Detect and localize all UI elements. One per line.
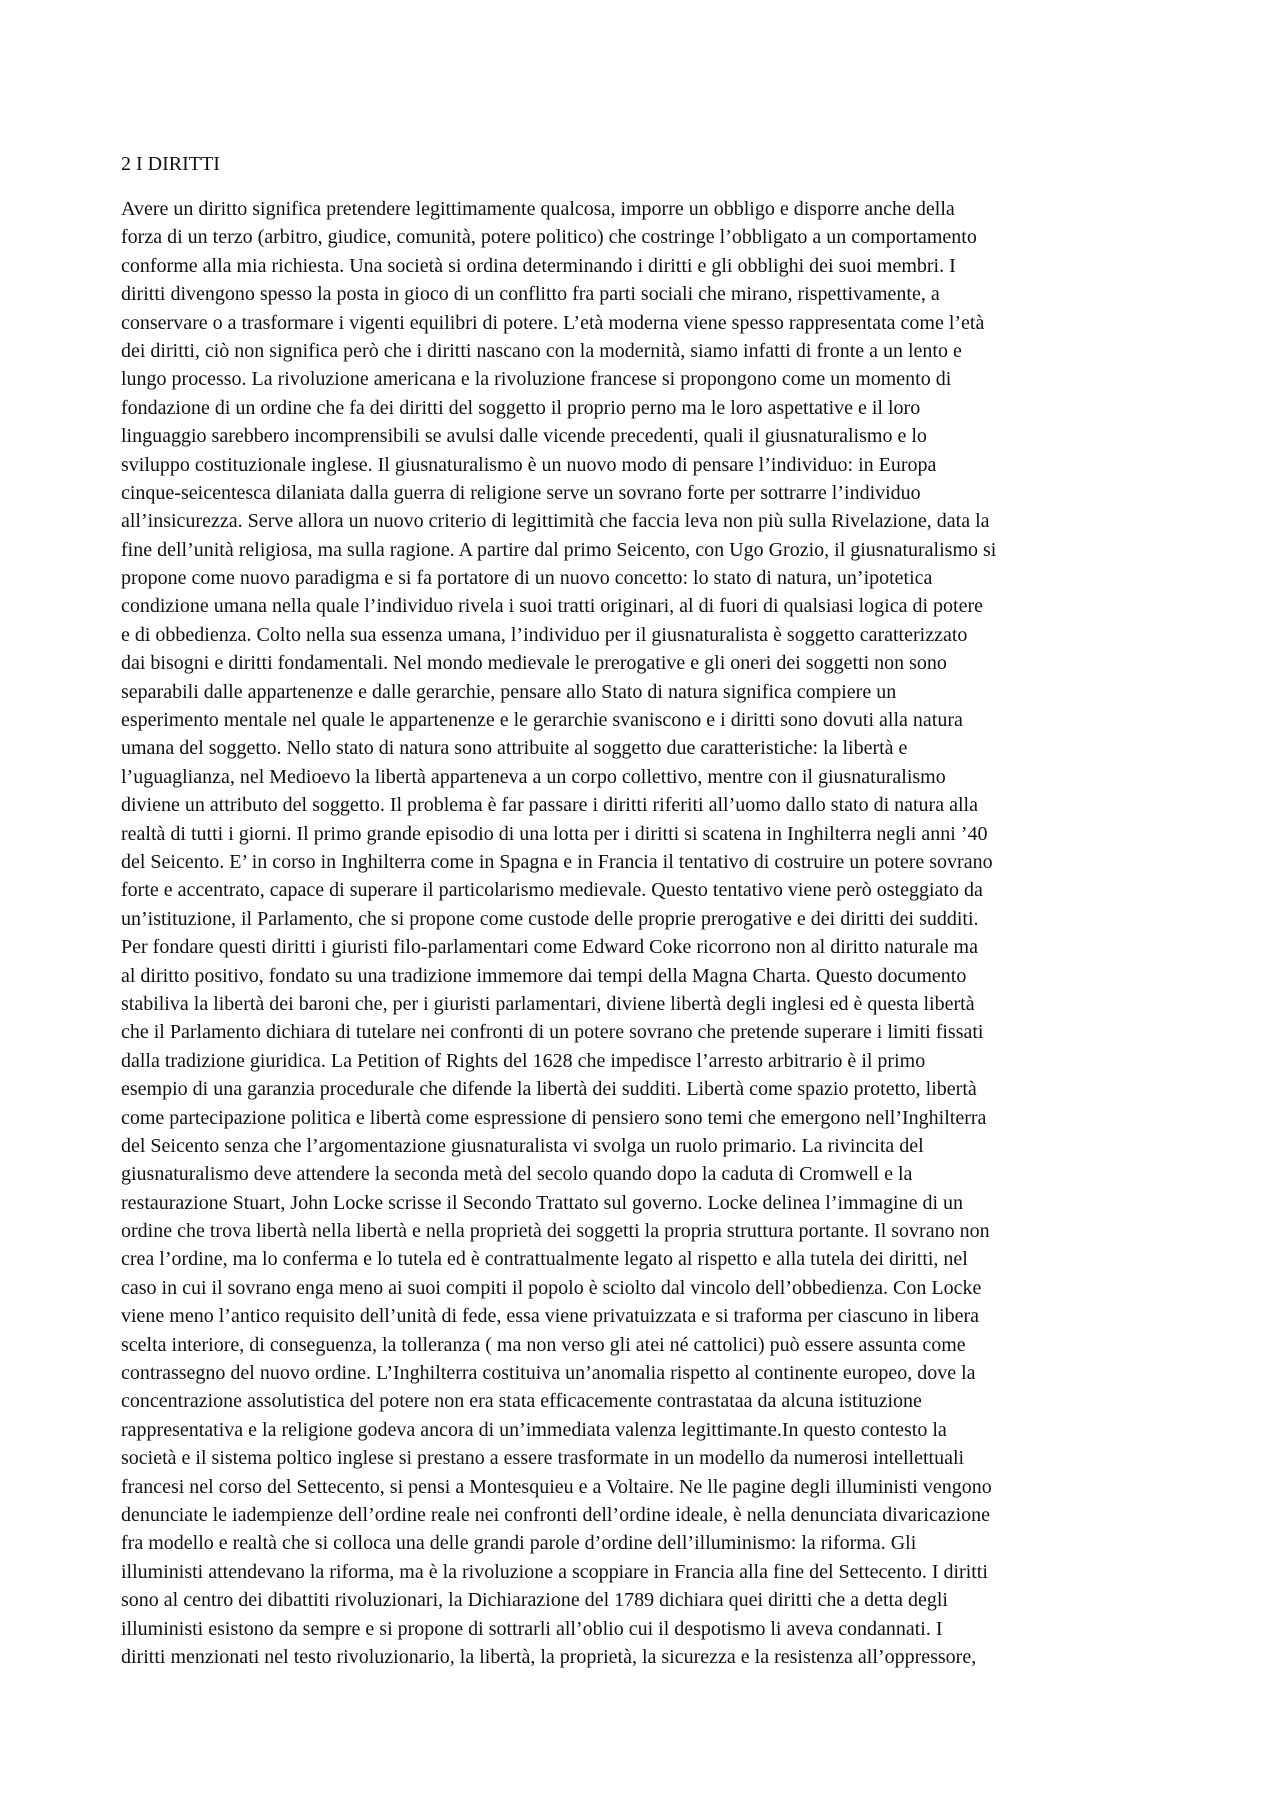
text-line: che il Parlamento dichiara di tutelare nei confronti di un potere sovrano che pretende superare i limiti fissati	[121, 1021, 984, 1044]
section-heading: 2 I DIRITTI	[121, 153, 220, 175]
text-line: e di obbedienza. Colto nella sua essenza umana, l’individuo per il giusnaturalista è soggetto caratterizzato	[121, 623, 968, 646]
text-line: contrassegno del nuovo ordine. L’Inghilterra costituiva un’anomalia rispetto al continente europeo, dove la	[121, 1362, 976, 1385]
text-line: ordine che trova libertà nella libertà e nella proprietà dei soggetti la propria struttura portante. Il sovrano non	[121, 1220, 990, 1243]
text-line: esperimento mentale nel quale le appartenenze e le gerarchie svaniscono e i diritti sono dovuti alla natura	[121, 709, 963, 732]
text-line: al diritto positivo, fondato su una tradizione immemore dai tempi della Magna Charta. Questo documento	[121, 964, 967, 987]
text-line: Per fondare questi diritti i giuristi filo-parlamentari come Edward Coke ricorrono non al diritto naturale ma	[121, 936, 978, 959]
text-line: restaurazione Stuart, John Locke scrisse il Secondo Trattato sul governo. Locke delinea l’immagine di un	[121, 1191, 964, 1214]
text-line: francesi nel corso del Settecento, si pensi a Montesquieu e a Voltaire. Ne lle pagine degli illuministi vengono	[121, 1475, 992, 1498]
text-line: cinque-seicentesca dilaniata dalla guerra di religione serve un sovrano forte per sottrarre l’individuo	[121, 481, 921, 504]
text-line: del Seicento senza che l’argomentazione giusnaturalista vi svolga un ruolo primario. La rivincita del	[121, 1134, 924, 1157]
text-line: caso in cui il sovrano enga meno ai suoi compiti il popolo è sciolto dal vincolo dell’obbedienza. Con Locke	[121, 1276, 982, 1299]
text-line: dalla tradizione giuridica. La Petition of Rights del 1628 che impedisce l’arresto arbitrario è il primo	[121, 1049, 926, 1072]
text-line: all’insicurezza. Serve allora un nuovo criterio di legittimità che faccia leva non più sulla Rivelazione, data la	[121, 510, 990, 533]
text-line: diritti menzionati nel testo rivoluzionario, la libertà, la proprietà, la sicurezza e la resistenza all’oppressore,	[121, 1645, 977, 1668]
text-line: forza di un terzo (arbitro, giudice, comunità, potere politico) che costringe l’obbligato a un comportamento	[121, 226, 977, 249]
text-line: diviene un attributo del soggetto. Il problema è far passare i diritti riferiti all’uomo dallo stato di natura alla	[121, 794, 978, 817]
text-line: stabiliva la libertà dei baroni che, per i giuristi parlamentari, diviene libertà degli inglesi ed è questa libertà	[121, 992, 975, 1015]
text-line: giusnaturalismo deve attendere la seconda metà del secolo quando dopo la caduta di Cromwell e la	[121, 1163, 913, 1186]
text-line: dai bisogni e diritti fondamentali. Nel mondo medievale le prerogative e gli oneri dei soggetti non sono	[121, 652, 947, 675]
text-line: fra modello e realtà che si colloca una delle grandi parole d’ordine dell’illuminismo: la riforma. Gli	[121, 1532, 917, 1555]
text-line: rappresentativa e la religione godeva ancora di un’immediata valenza legittimante.In questo contesto la	[121, 1418, 947, 1441]
text-line: società e il sistema poltico inglese si prestano a essere trasformate in un modello da numerosi intellettuali	[121, 1447, 965, 1470]
text-line: scelta interiore, di conseguenza, la tolleranza ( ma non verso gli atei né cattolici) può essere assunta come	[121, 1333, 966, 1356]
text-line: viene meno l’antico requisito dell’unità di fede, essa viene privatuizzata e si traforma per ciascuno in libera	[121, 1305, 979, 1328]
text-line: forte e accentrato, capace di superare il particolarismo medievale. Questo tentativo viene però osteggiato da	[121, 879, 983, 902]
text-line: conservare o a trasformare i vigenti equilibri di potere. L’età moderna viene spesso rappresentata come l’età	[121, 311, 985, 334]
text-line: del Seicento. E’ in corso in Inghilterra come in Spagna e in Francia il tentativo di costruire un potere sovrano	[121, 850, 993, 873]
text-line: come partecipazione politica e libertà come espressione di pensiero sono temi che emergono nell’Inghilterra	[121, 1106, 987, 1129]
text-line: illuministi esistono da sempre e si propone di sottrarli all’oblio cui il despotismo li aveva condannati. I	[121, 1617, 943, 1640]
document-page	[121, 150, 1171, 1671]
text-line: illuministi attendevano la riforma, ma è la rivoluzione a scoppiare in Francia alla fine del Settecento. I diritti	[121, 1560, 988, 1583]
text-line: diritti divengono spesso la posta in gioco di un conflitto fra parti sociali che mirano, rispettivamente, a	[121, 283, 940, 306]
text-line: Avere un diritto significa pretendere legittimamente qualcosa, imporre un obbligo e disporre anche della	[121, 198, 955, 220]
text-line: fine dell’unità religiosa, ma sulla ragione. A partire dal primo Seicento, con Ugo Grozio, il giusnaturalismo si	[121, 538, 997, 561]
text-line: realtà di tutti i giorni. Il primo grande episodio di una lotta per i diritti si scatena in Inghilterra negli anni ’40	[121, 822, 988, 845]
body-text	[121, 195, 1171, 1671]
text-line: un’istituzione, il Parlamento, che si propone come custode delle proprie prerogative e dei diritti dei sudditi.	[121, 907, 979, 930]
text-line: fondazione di un ordine che fa dei diritti del soggetto il proprio perno ma le loro aspettative e il loro	[121, 396, 921, 419]
text-line: crea l’ordine, ma lo conferma e lo tutela ed è contrattualmente legato al rispetto e alla tutela dei diritti, nel	[121, 1248, 968, 1271]
text-line: separabili dalle appartenenze e dalle gerarchie, pensare allo Stato di natura significa compiere un	[121, 680, 897, 703]
text-line: umana del soggetto. Nello stato di natura sono attribuite al soggetto due caratteristiche: la libertà e	[121, 737, 908, 760]
text-line: concentrazione assolutistica del potere non era stata efficacemente contrastataa da alcuna istituzione	[121, 1390, 922, 1413]
text-line: conforme alla mia richiesta. Una società si ordina determinando i diritti e gli obblighi dei suoi membri. I	[121, 254, 956, 277]
text-line: condizione umana nella quale l’individuo rivela i suoi tratti originari, al di fuori di qualsiasi logica di potere	[121, 595, 983, 618]
text-line: esempio di una garanzia procedurale che difende la libertà dei sudditi. Libertà come spazio protetto, libertà	[121, 1078, 977, 1101]
text-line: denunciate le iadempienze dell’ordine reale nei confronti dell’ordine ideale, è nella denunciata divaricazione	[121, 1503, 991, 1526]
text-line: l’uguaglianza, nel Medioevo la libertà apparteneva a un corpo collettivo, mentre con il giusnaturalismo	[121, 765, 946, 788]
text-line: sono al centro dei dibattiti rivoluzionari, la Dichiarazione del 1789 dichiara quei diritti che a detta degli	[121, 1589, 948, 1612]
text-line: dei diritti, ciò non significa però che i diritti nascano con la modernità, siamo infatti di fronte a un lento e	[121, 339, 962, 362]
text-line: lungo processo. La rivoluzione americana e la rivoluzione francese si propongono come un momento di	[121, 368, 952, 391]
text-line: linguaggio sarebbero incomprensibili se avulsi dalle vicende precedenti, quali il giusnaturalismo e lo	[121, 425, 927, 448]
text-line: sviluppo costituzionale inglese. Il giusnaturalismo è un nuovo modo di pensare l’individuo: in Europa	[121, 453, 937, 476]
text-line: propone come nuovo paradigma e si fa portatore di un nuovo concetto: lo stato di natura, un’ipotetica	[121, 567, 933, 590]
